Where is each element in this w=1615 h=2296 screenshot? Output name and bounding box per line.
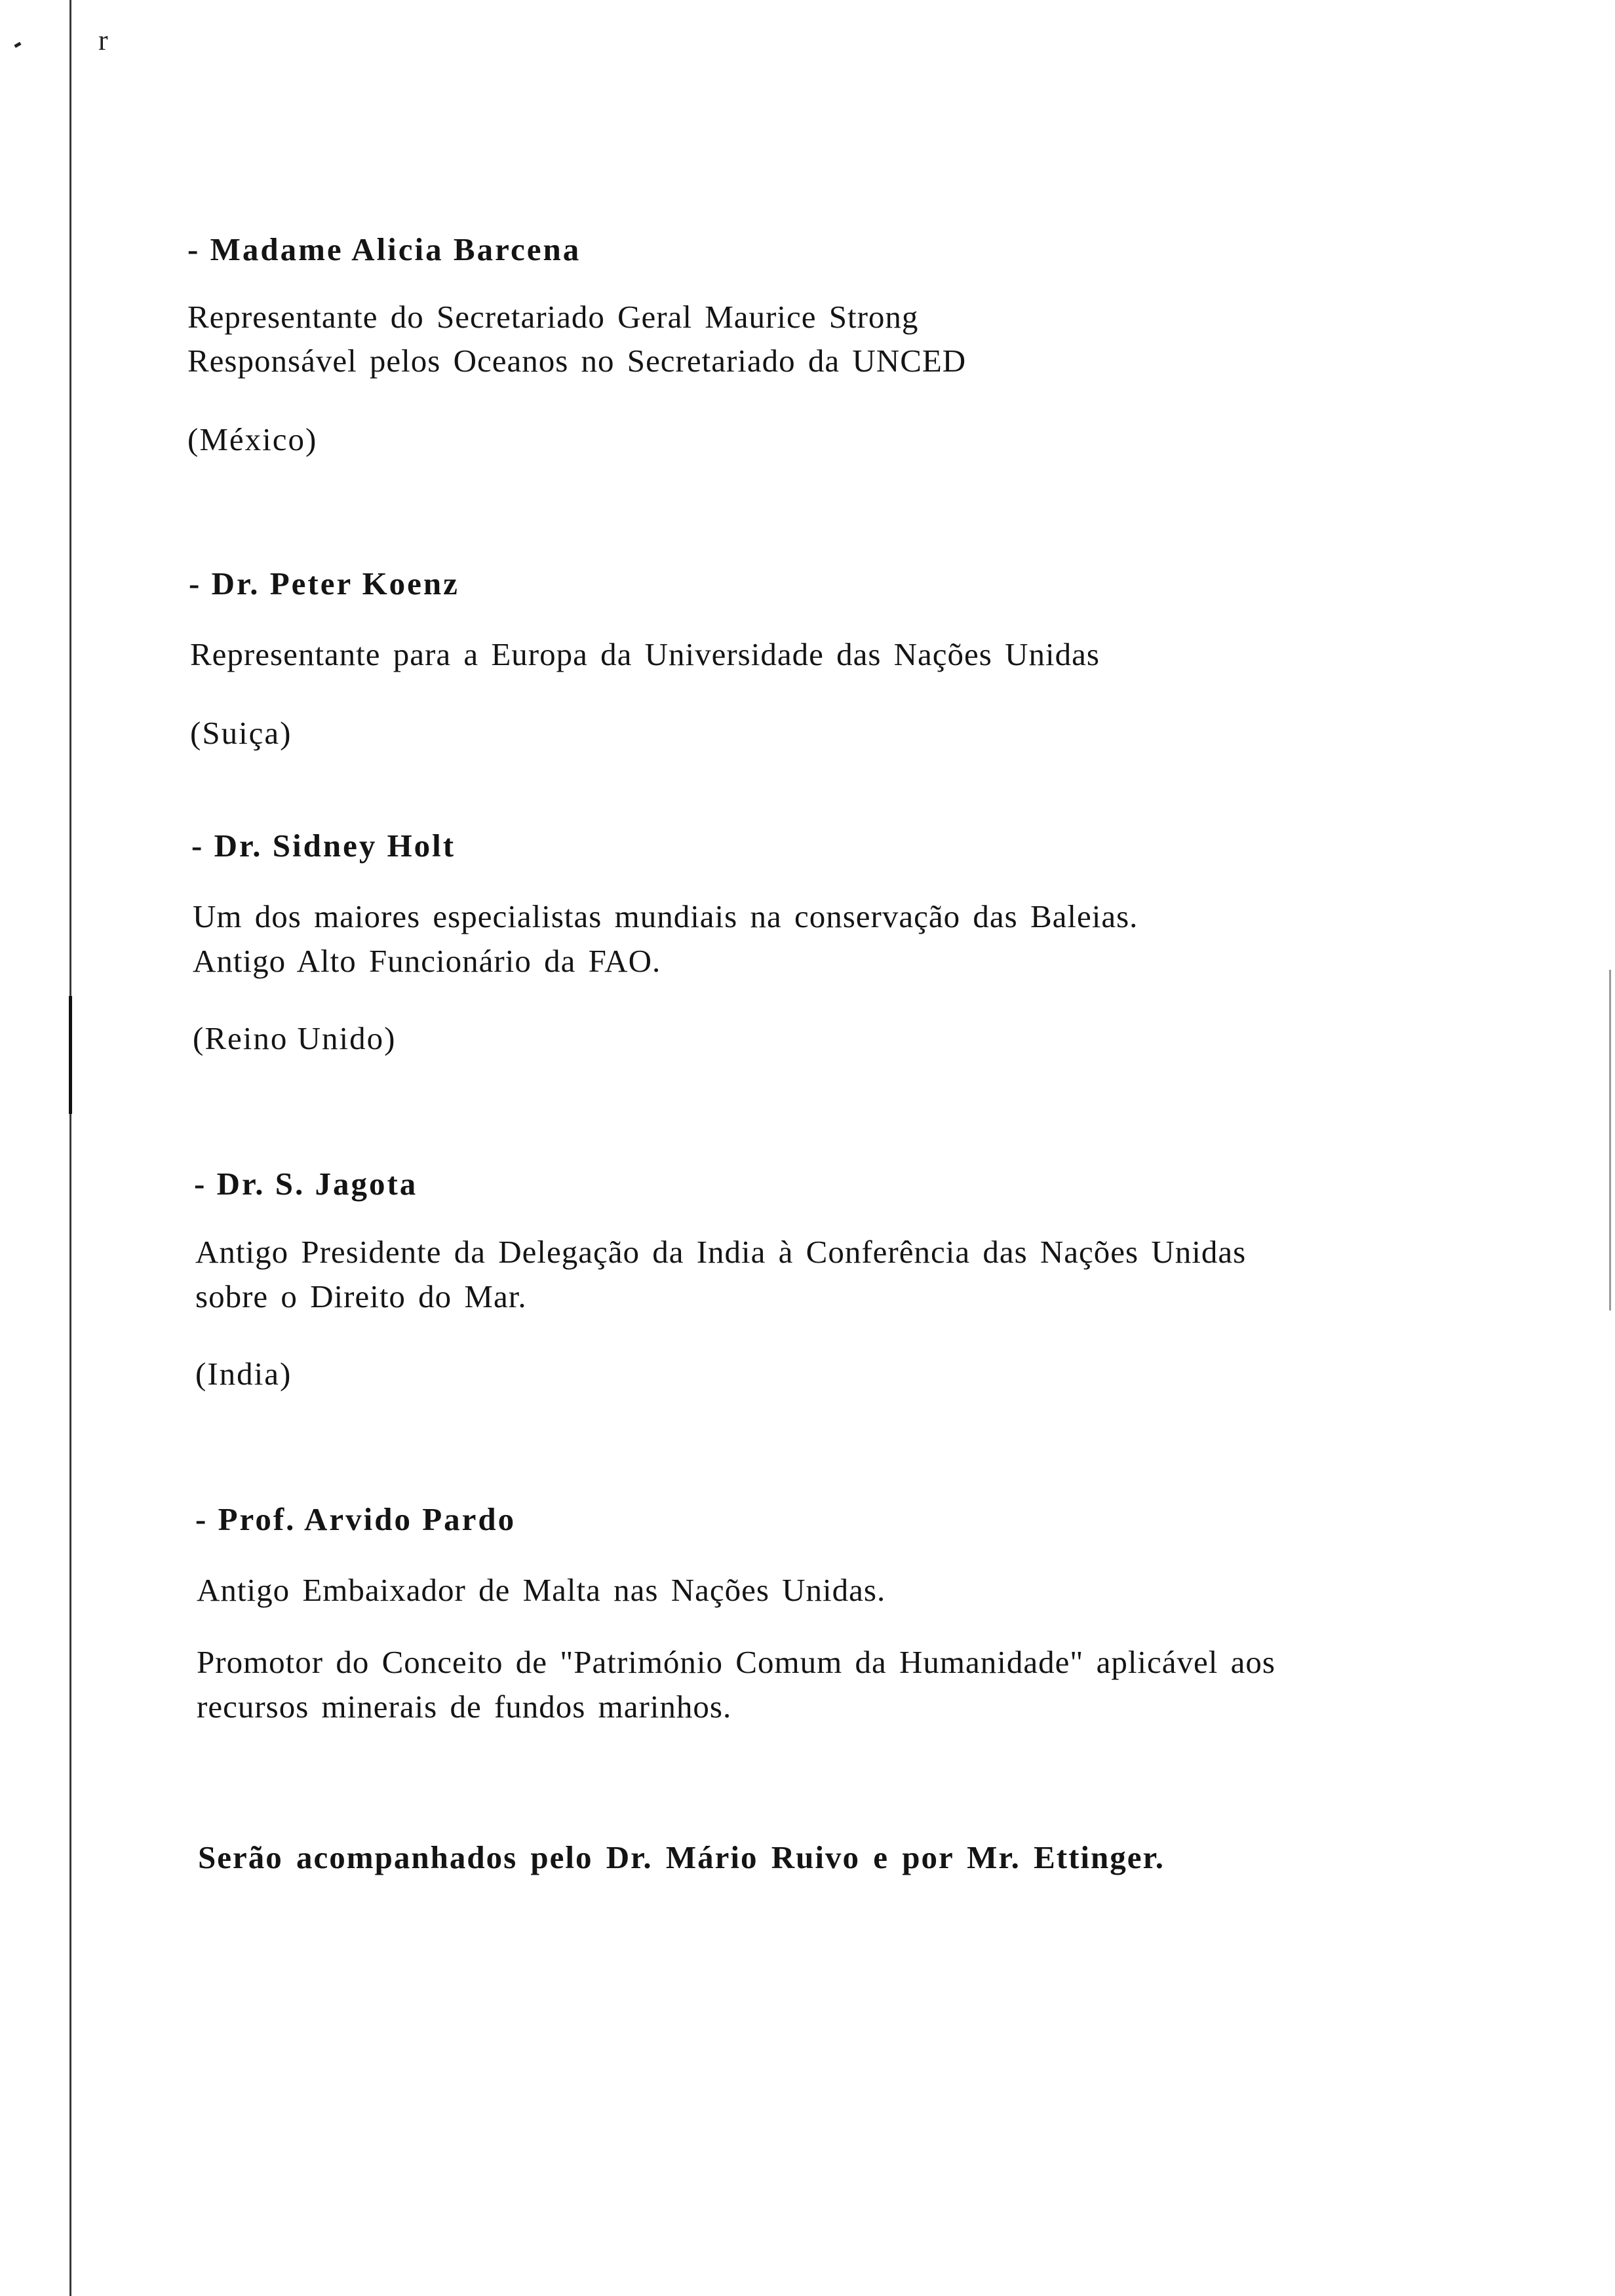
corner-mark: r	[98, 24, 108, 56]
entry-name: - Dr. Peter Koenz	[189, 565, 459, 602]
entry-line: Representante do Secretariado Geral Maurice Strong	[187, 299, 919, 335]
entry-line: Promotor do Conceito de "Património Comum da Humanidade" aplicável aos	[197, 1644, 1275, 1680]
entry-country: (Reino Unido)	[193, 1020, 397, 1056]
entry-name: - Dr. Sidney Holt	[191, 828, 456, 864]
entry-country: (Suiça)	[190, 715, 292, 751]
entry-line: Um dos maiores especialistas mundiais na conservação das Baleias.	[193, 898, 1138, 934]
entry-name: - Dr. S. Jagota	[194, 1166, 418, 1202]
closing-statement: Serão acompanhados pelo Dr. Mário Ruivo e por Mr. Ettinger.	[198, 1839, 1165, 1875]
scan-tick-mark	[14, 42, 21, 48]
scan-margin-mark	[69, 996, 72, 1114]
scan-right-edge-line	[1609, 970, 1611, 1311]
entry-line: Antigo Alto Funcionário da FAO.	[193, 943, 661, 979]
entry-line: Representante para a Europa da Universidade das Nações Unidas	[190, 636, 1100, 672]
entry-country: (India)	[195, 1356, 292, 1392]
entry-line: Antigo Presidente da Delegação da India à Conferência das Nações Unidas	[195, 1234, 1247, 1270]
entry-line: Responsável pelos Oceanos no Secretariado da UNCED	[187, 343, 967, 379]
entry-line: sobre o Direito do Mar.	[195, 1278, 527, 1314]
entry-country: (México)	[187, 421, 318, 457]
scan-margin-line	[69, 0, 71, 2296]
entry-line: recursos minerais de fundos marinhos.	[197, 1689, 732, 1725]
entry-name: - Prof. Arvido Pardo	[195, 1501, 516, 1537]
entry-name: - Madame Alicia Barcena	[187, 231, 581, 267]
entry-line: Antigo Embaixador de Malta nas Nações Unidas.	[197, 1572, 886, 1608]
